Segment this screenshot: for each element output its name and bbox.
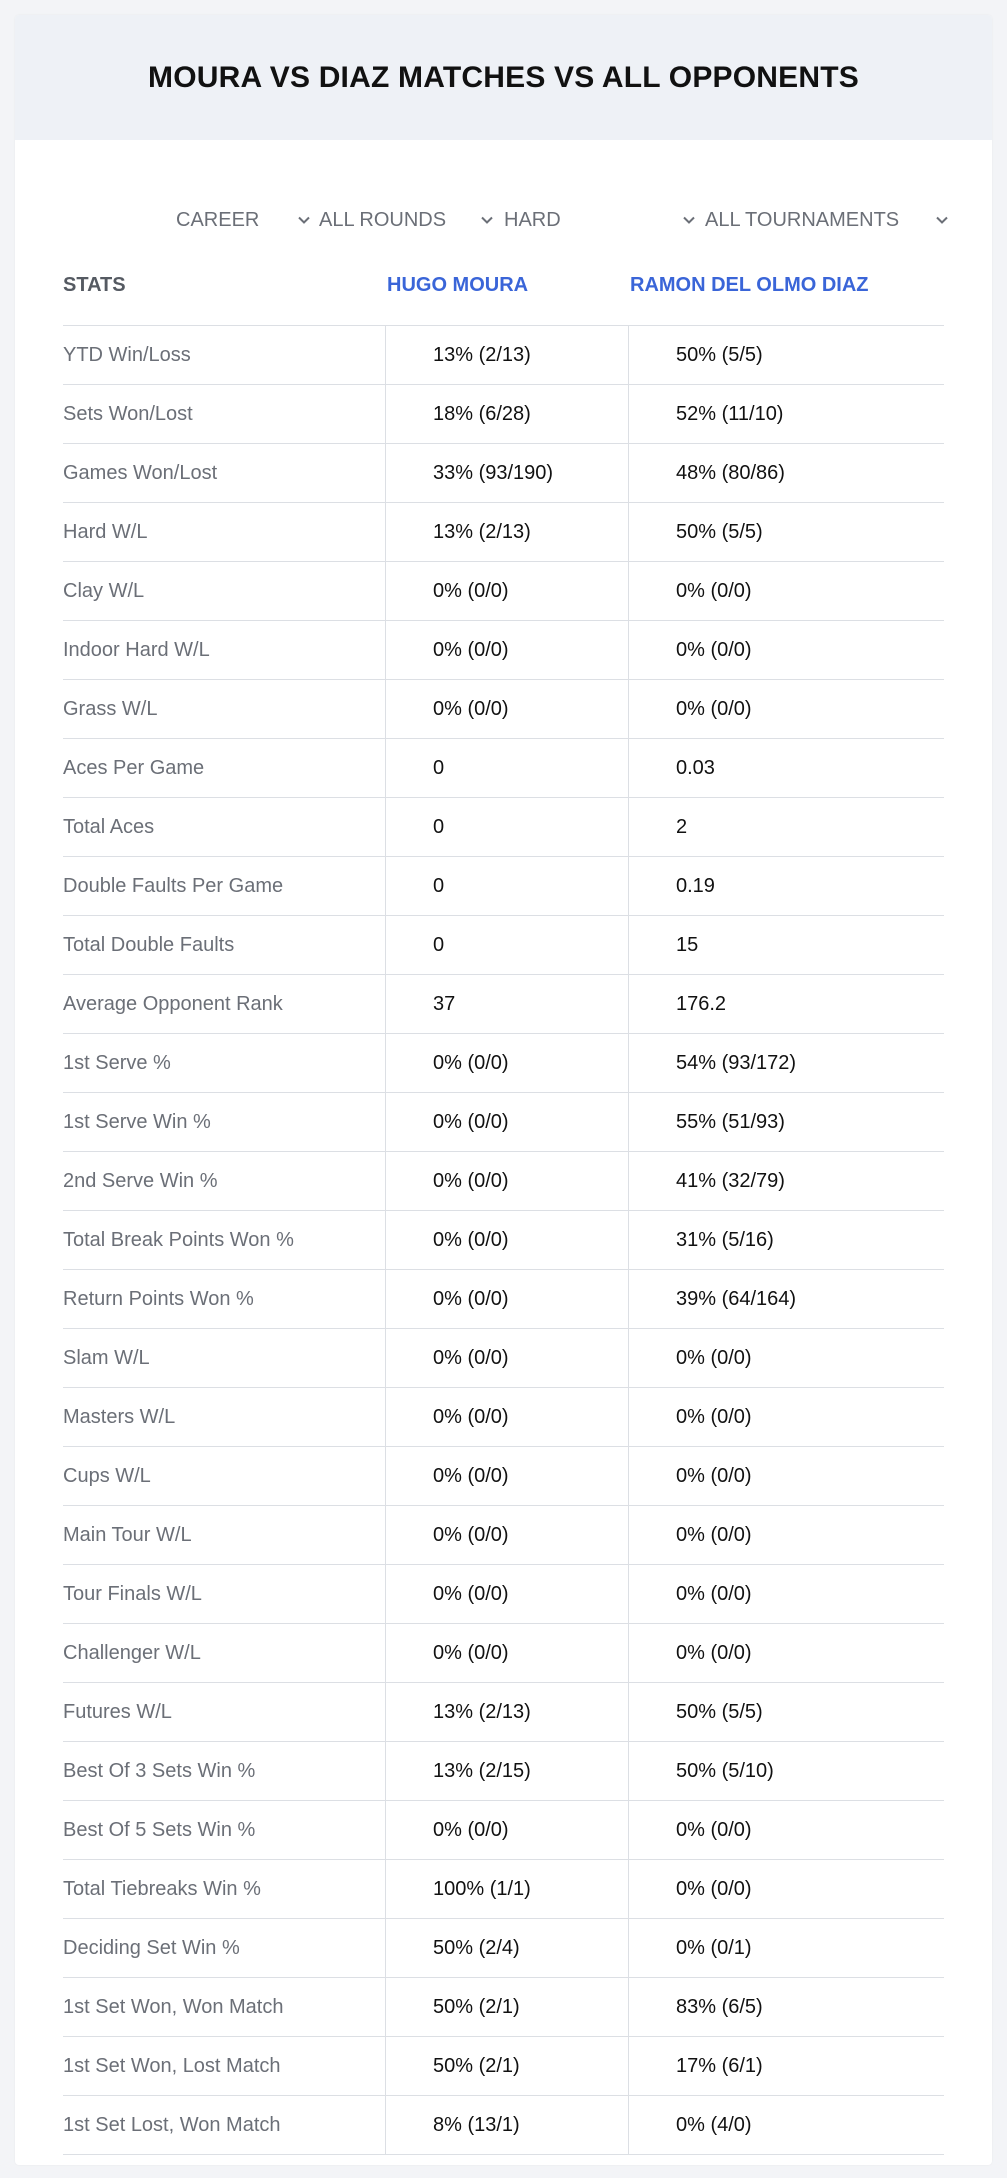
player2-stat-value: 83% (6/5) <box>676 1996 763 2018</box>
column-divider <box>628 916 629 974</box>
column-divider <box>385 326 386 384</box>
round-select[interactable] <box>319 190 501 250</box>
player2-stat-value: 0.19 <box>676 875 715 897</box>
player1-stat-value: 0 <box>433 934 445 956</box>
stat-label: Aces Per Game <box>63 757 205 779</box>
table-row <box>63 1211 944 1270</box>
player1-stat-value: 13% (2/15) <box>433 1760 531 1782</box>
player1-stat-value: 33% (93/190) <box>433 462 554 484</box>
stat-label: 1st Set Won, Lost Match <box>63 2055 281 2077</box>
stat-label: Futures W/L <box>63 1701 172 1723</box>
column-divider <box>385 1506 386 1564</box>
table-row <box>63 562 944 621</box>
stats-card <box>15 15 992 2165</box>
player1-stat-value: 0% (0/0) <box>433 1819 509 1841</box>
column-divider <box>628 1506 629 1564</box>
player1-stat-value: 8% (13/1) <box>433 2114 520 2136</box>
column-divider <box>385 975 386 1033</box>
card-header <box>15 15 992 140</box>
player2-stat-value: 50% (5/10) <box>676 1760 774 1782</box>
chevron-down-icon <box>296 212 312 228</box>
player1-stat-value: 0% (0/0) <box>433 1583 509 1605</box>
stats-table <box>63 325 944 2155</box>
stat-label: Best Of 5 Sets Win % <box>63 1819 256 1841</box>
stat-label: 2nd Serve Win % <box>63 1170 218 1192</box>
stat-label: Average Opponent Rank <box>63 993 283 1015</box>
table-row <box>63 326 944 385</box>
column-divider <box>385 2096 386 2154</box>
column-divider <box>385 1742 386 1800</box>
column-divider <box>385 1683 386 1741</box>
player2-stat-value: 50% (5/5) <box>676 1701 763 1723</box>
column-divider <box>385 1801 386 1859</box>
stat-label: Best Of 3 Sets Win % <box>63 1760 256 1782</box>
player1-stat-value: 0% (0/0) <box>433 1406 509 1428</box>
stat-label: 1st Set Won, Won Match <box>63 1996 284 2018</box>
player2-stat-value: 31% (5/16) <box>676 1229 774 1251</box>
player1-stat-value: 0% (0/0) <box>433 580 509 602</box>
column-divider <box>628 975 629 1033</box>
table-row <box>63 1152 944 1211</box>
table-row <box>63 916 944 975</box>
column-divider <box>385 1860 386 1918</box>
player2-stat-value: 0% (0/0) <box>676 1406 752 1428</box>
column-divider <box>385 680 386 738</box>
column-divider <box>628 1978 629 2036</box>
table-row <box>63 1447 944 1506</box>
player1-stat-value: 0% (0/0) <box>433 1465 509 1487</box>
column-divider <box>385 1152 386 1210</box>
column-divider <box>628 1801 629 1859</box>
stat-label: Tour Finals W/L <box>63 1583 202 1605</box>
player2-stat-value: 41% (32/79) <box>676 1170 785 1192</box>
player2-stat-value: 176.2 <box>676 993 727 1015</box>
player1-stat-value: 13% (2/13) <box>433 521 531 543</box>
filter-bar <box>15 190 992 250</box>
column-divider <box>628 1565 629 1623</box>
chevron-down-icon <box>479 212 495 228</box>
stat-label: 1st Serve Win % <box>63 1111 211 1133</box>
stat-label: Double Faults Per Game <box>63 875 284 897</box>
stat-label: Grass W/L <box>63 698 158 720</box>
table-row <box>63 2037 944 2096</box>
column-divider <box>385 385 386 443</box>
player1-column-header[interactable]: HUGO MOURA <box>387 274 529 296</box>
stat-label: Total Aces <box>63 816 155 838</box>
column-divider <box>385 1034 386 1092</box>
table-row <box>63 1270 944 1329</box>
column-divider <box>628 503 629 561</box>
player2-stat-value: 0.03 <box>676 757 715 779</box>
player1-stat-value: 13% (2/13) <box>433 344 531 366</box>
table-row <box>63 1860 944 1919</box>
column-divider <box>385 562 386 620</box>
surface-select-value: HARD <box>504 208 561 231</box>
column-divider <box>628 1683 629 1741</box>
stat-label: 1st Serve % <box>63 1052 171 1074</box>
player1-stat-value: 0 <box>433 875 445 897</box>
player1-stat-value: 18% (6/28) <box>433 403 531 425</box>
player1-stat-value: 50% (2/1) <box>433 1996 520 2018</box>
player2-stat-value: 2 <box>676 816 688 838</box>
stat-label: Hard W/L <box>63 521 148 543</box>
stats-column-header: STATS <box>63 274 126 296</box>
player2-stat-value: 0% (0/0) <box>676 1524 752 1546</box>
player1-stat-value: 100% (1/1) <box>433 1878 531 1900</box>
player2-stat-value: 0% (0/1) <box>676 1937 752 1959</box>
column-divider <box>385 1447 386 1505</box>
column-divider <box>385 1919 386 1977</box>
player2-stat-value: 0% (0/0) <box>676 1583 752 1605</box>
player1-stat-value: 0% (0/0) <box>433 1288 509 1310</box>
stat-label: Return Points Won % <box>63 1288 254 1310</box>
player2-stat-value: 0% (0/0) <box>676 580 752 602</box>
player2-stat-value: 0% (0/0) <box>676 1819 752 1841</box>
table-row <box>63 1329 944 1388</box>
player2-stat-value: 0% (0/0) <box>676 1465 752 1487</box>
column-divider <box>628 1152 629 1210</box>
column-divider <box>385 2037 386 2095</box>
column-divider <box>628 1034 629 1092</box>
table-row <box>63 1565 944 1624</box>
table-row <box>63 444 944 503</box>
column-divider <box>628 562 629 620</box>
player2-stat-value: 55% (51/93) <box>676 1111 785 1133</box>
column-divider <box>628 2096 629 2154</box>
column-divider <box>628 857 629 915</box>
player1-stat-value: 50% (2/4) <box>433 1937 520 1959</box>
player1-stat-value: 0% (0/0) <box>433 1229 509 1251</box>
table-row <box>63 680 944 739</box>
table-row <box>63 975 944 1034</box>
column-divider <box>628 2037 629 2095</box>
table-row <box>63 1093 944 1152</box>
column-divider <box>385 1093 386 1151</box>
column-divider <box>385 1978 386 2036</box>
column-divider <box>385 1270 386 1328</box>
player1-stat-value: 0% (0/0) <box>433 1642 509 1664</box>
column-divider <box>628 1860 629 1918</box>
table-header <box>15 250 992 320</box>
table-row <box>63 1742 944 1801</box>
table-row <box>63 1506 944 1565</box>
table-row <box>63 1388 944 1447</box>
column-divider <box>385 503 386 561</box>
column-divider <box>628 1270 629 1328</box>
round-select-value: ALL ROUNDS <box>319 208 447 231</box>
player2-stat-value: 0% (0/0) <box>676 698 752 720</box>
table-row <box>63 739 944 798</box>
stat-label: Cups W/L <box>63 1465 151 1487</box>
column-divider <box>385 1565 386 1623</box>
stat-label: Total Tiebreaks Win % <box>63 1878 261 1900</box>
page-title: MOURA VS DIAZ MATCHES VS ALL OPPONENTS <box>148 60 859 94</box>
tournament-select[interactable] <box>705 190 955 250</box>
column-divider <box>628 1211 629 1269</box>
stat-label: 1st Set Lost, Won Match <box>63 2114 281 2136</box>
table-row <box>63 1919 944 1978</box>
table-row <box>63 621 944 680</box>
player1-stat-value: 0% (0/0) <box>433 1524 509 1546</box>
period-select-value: CAREER <box>176 208 260 231</box>
period-select[interactable] <box>176 190 317 250</box>
player1-stat-value: 0% (0/0) <box>433 639 509 661</box>
table-row <box>63 1683 944 1742</box>
table-row <box>63 798 944 857</box>
column-divider <box>628 680 629 738</box>
column-divider <box>628 739 629 797</box>
table-row <box>63 385 944 444</box>
player2-stat-value: 0% (0/0) <box>676 1347 752 1369</box>
player1-stat-value: 13% (2/13) <box>433 1701 531 1723</box>
column-divider <box>385 621 386 679</box>
stat-label: Total Double Faults <box>63 934 235 956</box>
player2-stat-value: 50% (5/5) <box>676 344 763 366</box>
column-divider <box>385 1211 386 1269</box>
column-divider <box>628 1388 629 1446</box>
tournament-select-value: ALL TOURNAMENTS <box>705 208 900 231</box>
stat-label: Slam W/L <box>63 1347 150 1369</box>
player1-stat-value: 50% (2/1) <box>433 2055 520 2077</box>
stat-label: Sets Won/Lost <box>63 403 193 425</box>
table-row <box>63 1034 944 1093</box>
chevron-down-icon <box>681 212 697 228</box>
surface-select[interactable] <box>504 190 704 250</box>
player1-stat-value: 0 <box>433 816 445 838</box>
stat-label: Indoor Hard W/L <box>63 639 210 661</box>
player2-stat-value: 0% (0/0) <box>676 639 752 661</box>
player1-stat-value: 0% (0/0) <box>433 1170 509 1192</box>
column-divider <box>628 1624 629 1682</box>
player2-stat-value: 54% (93/172) <box>676 1052 797 1074</box>
table-row <box>63 503 944 562</box>
stat-label: Games Won/Lost <box>63 462 218 484</box>
player2-stat-value: 15 <box>676 934 699 956</box>
column-divider <box>628 1919 629 1977</box>
column-divider <box>628 444 629 502</box>
column-divider <box>628 1329 629 1387</box>
column-divider <box>628 621 629 679</box>
table-row <box>63 1801 944 1860</box>
player2-stat-value: 50% (5/5) <box>676 521 763 543</box>
column-divider <box>628 798 629 856</box>
player2-stat-value: 0% (0/0) <box>676 1878 752 1900</box>
player1-stat-value: 37 <box>433 993 456 1015</box>
column-divider <box>385 916 386 974</box>
player1-stat-value: 0% (0/0) <box>433 1111 509 1133</box>
column-divider <box>628 1447 629 1505</box>
column-divider <box>628 326 629 384</box>
player2-column-header[interactable]: RAMON DEL OLMO DIAZ <box>630 274 869 296</box>
table-row <box>63 857 944 916</box>
player2-stat-value: 39% (64/164) <box>676 1288 797 1310</box>
player2-stat-value: 0% (4/0) <box>676 2114 752 2136</box>
player2-stat-value: 0% (0/0) <box>676 1642 752 1664</box>
player1-stat-value: 0 <box>433 757 445 779</box>
stat-label: Challenger W/L <box>63 1642 201 1664</box>
chevron-down-icon <box>934 212 950 228</box>
column-divider <box>385 739 386 797</box>
stat-label: Deciding Set Win % <box>63 1937 240 1959</box>
stat-label: Total Break Points Won % <box>63 1229 294 1251</box>
player2-stat-value: 17% (6/1) <box>676 2055 763 2077</box>
table-row <box>63 2096 944 2155</box>
column-divider <box>385 444 386 502</box>
player2-stat-value: 48% (80/86) <box>676 462 785 484</box>
stat-label: Clay W/L <box>63 580 145 602</box>
player2-stat-value: 52% (11/10) <box>676 403 784 425</box>
stat-label: Main Tour W/L <box>63 1524 192 1546</box>
table-row <box>63 1978 944 2037</box>
stat-label: Masters W/L <box>63 1406 176 1428</box>
column-divider <box>628 1093 629 1151</box>
stat-label: YTD Win/Loss <box>63 344 191 366</box>
player1-stat-value: 0% (0/0) <box>433 698 509 720</box>
column-divider <box>385 1388 386 1446</box>
column-divider <box>385 798 386 856</box>
column-divider <box>385 1329 386 1387</box>
player1-stat-value: 0% (0/0) <box>433 1052 509 1074</box>
column-divider <box>628 1742 629 1800</box>
column-divider <box>628 385 629 443</box>
column-divider <box>385 857 386 915</box>
table-row <box>63 1624 944 1683</box>
player1-stat-value: 0% (0/0) <box>433 1347 509 1369</box>
column-divider <box>385 1624 386 1682</box>
